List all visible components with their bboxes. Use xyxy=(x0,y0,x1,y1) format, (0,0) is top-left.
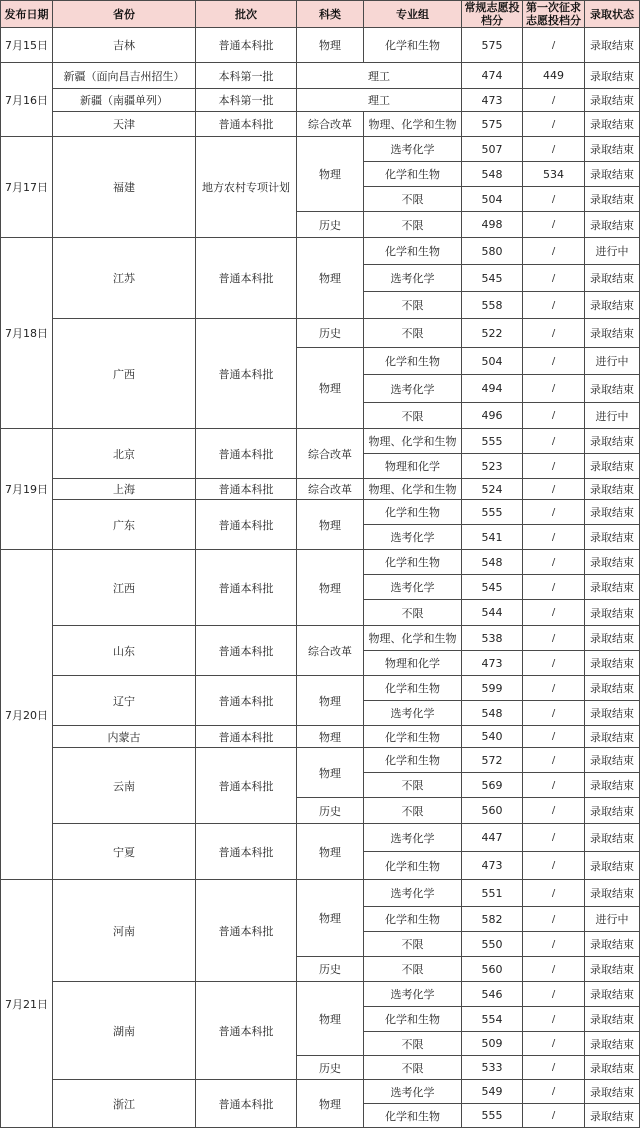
table-row xyxy=(1,982,640,1007)
status-cell: 录取结束 xyxy=(585,932,640,957)
regular-score-cell: 582 xyxy=(462,907,523,932)
regular-score-cell: 524 xyxy=(462,479,523,500)
regular-score-cell: 580 xyxy=(462,238,523,265)
regular-score-cell: 555 xyxy=(462,1104,523,1128)
first-solicit-score-cell: / xyxy=(523,292,585,319)
table-row xyxy=(1,748,640,773)
table-row xyxy=(1,500,640,525)
first-solicit-score-cell: / xyxy=(523,525,585,550)
status-cell: 录取结束 xyxy=(585,957,640,982)
major-group-cell: 选考化学 xyxy=(364,265,462,292)
release-date-cell: 7月18日 xyxy=(1,238,53,429)
major-group-cell: 不限 xyxy=(364,212,462,238)
regular-score-cell: 545 xyxy=(462,265,523,292)
status-cell: 录取结束 xyxy=(585,676,640,701)
major-group-cell: 选考化学 xyxy=(364,701,462,726)
batch-cell: 普通本科批 xyxy=(196,626,297,676)
first-solicit-score-cell: / xyxy=(523,676,585,701)
first-solicit-score-cell: / xyxy=(523,89,585,112)
release-date-cell: 7月17日 xyxy=(1,137,53,238)
major-group-cell: 化学和生物 xyxy=(364,550,462,575)
regular-score-cell: 548 xyxy=(462,162,523,187)
regular-score-cell: 550 xyxy=(462,932,523,957)
regular-score-cell: 569 xyxy=(462,773,523,798)
release-date-cell: 7月21日 xyxy=(1,880,53,1128)
category-cell: 综合改革 xyxy=(297,112,364,137)
status-cell: 录取结束 xyxy=(585,1104,640,1128)
province-cell: 山东 xyxy=(53,626,196,676)
major-group-cell: 化学和生物 xyxy=(364,907,462,932)
major-group-cell: 物理和化学 xyxy=(364,651,462,676)
regular-score-cell: 504 xyxy=(462,348,523,375)
table-row xyxy=(1,89,640,112)
first-solicit-score-cell: / xyxy=(523,600,585,626)
status-cell: 录取结束 xyxy=(585,626,640,651)
major-group-cell: 化学和生物 xyxy=(364,726,462,748)
status-cell: 录取结束 xyxy=(585,798,640,824)
category-cell: 历史 xyxy=(297,212,364,238)
header-category: 科类 xyxy=(297,1,364,28)
category-cell: 历史 xyxy=(297,1056,364,1080)
first-solicit-score-cell: / xyxy=(523,880,585,907)
table-row xyxy=(1,238,640,265)
category-cell: 物理 xyxy=(297,137,364,212)
major-group-cell: 选考化学 xyxy=(364,137,462,162)
table-row xyxy=(1,63,640,89)
major-group-cell: 物理、化学和生物 xyxy=(364,626,462,651)
batch-cell: 普通本科批 xyxy=(196,676,297,726)
regular-score-cell: 560 xyxy=(462,798,523,824)
major-group-cell: 选考化学 xyxy=(364,982,462,1007)
table-row xyxy=(1,824,640,852)
first-solicit-score-cell: / xyxy=(523,375,585,403)
major-group-cell: 化学和生物 xyxy=(364,348,462,375)
first-solicit-score-cell: / xyxy=(523,454,585,479)
first-solicit-score-cell: / xyxy=(523,212,585,238)
regular-score-cell: 549 xyxy=(462,1080,523,1104)
major-group-cell: 不限 xyxy=(364,773,462,798)
table-row xyxy=(1,28,640,63)
status-cell: 录取结束 xyxy=(585,500,640,525)
header-status: 录取状态 xyxy=(585,1,640,28)
batch-cell: 普通本科批 xyxy=(196,550,297,626)
first-solicit-score-cell: / xyxy=(523,982,585,1007)
category-cell: 物理 xyxy=(297,28,364,63)
first-solicit-score-cell: / xyxy=(523,907,585,932)
regular-score-cell: 575 xyxy=(462,112,523,137)
province-cell: 宁夏 xyxy=(53,824,196,880)
status-cell: 录取结束 xyxy=(585,319,640,348)
regular-score-cell: 447 xyxy=(462,824,523,852)
regular-score-cell: 494 xyxy=(462,375,523,403)
status-cell: 录取结束 xyxy=(585,429,640,454)
regular-score-cell: 533 xyxy=(462,1056,523,1080)
category-cell: 物理 xyxy=(297,982,364,1056)
category-cell: 物理 xyxy=(297,550,364,626)
regular-score-cell: 551 xyxy=(462,880,523,907)
header-first-solicit-score: 第一次征求志愿投档分 xyxy=(523,1,585,28)
status-cell: 录取结束 xyxy=(585,651,640,676)
table-row xyxy=(1,137,640,162)
batch-cell: 本科第一批 xyxy=(196,89,297,112)
regular-score-cell: 575 xyxy=(462,28,523,63)
status-cell: 录取结束 xyxy=(585,1032,640,1056)
status-cell: 进行中 xyxy=(585,403,640,429)
first-solicit-score-cell: / xyxy=(523,1007,585,1032)
batch-cell: 普通本科批 xyxy=(196,726,297,748)
category-cell: 综合改革 xyxy=(297,429,364,479)
category-cell: 物理 xyxy=(297,880,364,957)
batch-cell: 普通本科批 xyxy=(196,748,297,824)
category-cell: 综合改革 xyxy=(297,479,364,500)
first-solicit-score-cell: / xyxy=(523,479,585,500)
category-merged-cell: 理工 xyxy=(297,89,462,112)
status-cell: 录取结束 xyxy=(585,1080,640,1104)
category-cell: 历史 xyxy=(297,957,364,982)
province-cell: 福建 xyxy=(53,137,196,238)
major-group-cell: 化学和生物 xyxy=(364,28,462,63)
major-group-cell: 选考化学 xyxy=(364,375,462,403)
regular-score-cell: 522 xyxy=(462,319,523,348)
regular-score-cell: 544 xyxy=(462,600,523,626)
province-cell: 北京 xyxy=(53,429,196,479)
province-cell: 江苏 xyxy=(53,238,196,319)
major-group-cell: 不限 xyxy=(364,319,462,348)
first-solicit-score-cell: / xyxy=(523,187,585,212)
category-cell: 综合改革 xyxy=(297,626,364,676)
province-cell: 天津 xyxy=(53,112,196,137)
first-solicit-score-cell: / xyxy=(523,957,585,982)
batch-cell: 普通本科批 xyxy=(196,28,297,63)
status-cell: 录取结束 xyxy=(585,550,640,575)
status-cell: 录取结束 xyxy=(585,292,640,319)
first-solicit-score-cell: / xyxy=(523,429,585,454)
batch-cell: 普通本科批 xyxy=(196,479,297,500)
regular-score-cell: 507 xyxy=(462,137,523,162)
first-solicit-score-cell: / xyxy=(523,748,585,773)
status-cell: 进行中 xyxy=(585,907,640,932)
batch-cell: 普通本科批 xyxy=(196,112,297,137)
province-cell: 吉林 xyxy=(53,28,196,63)
category-cell: 物理 xyxy=(297,348,364,429)
regular-score-cell: 509 xyxy=(462,1032,523,1056)
first-solicit-score-cell: / xyxy=(523,319,585,348)
major-group-cell: 不限 xyxy=(364,292,462,319)
category-cell: 物理 xyxy=(297,500,364,550)
status-cell: 录取结束 xyxy=(585,982,640,1007)
regular-score-cell: 545 xyxy=(462,575,523,600)
batch-cell: 普通本科批 xyxy=(196,500,297,550)
major-group-cell: 不限 xyxy=(364,600,462,626)
table-row xyxy=(1,429,640,454)
province-cell: 广西 xyxy=(53,319,196,429)
province-cell: 新疆（南疆单列） xyxy=(53,89,196,112)
first-solicit-score-cell: / xyxy=(523,28,585,63)
status-cell: 录取结束 xyxy=(585,575,640,600)
status-cell: 录取结束 xyxy=(585,375,640,403)
first-solicit-score-cell: 449 xyxy=(523,63,585,89)
table-row xyxy=(1,1080,640,1104)
release-date-cell: 7月16日 xyxy=(1,63,53,137)
regular-score-cell: 473 xyxy=(462,651,523,676)
major-group-cell: 不限 xyxy=(364,932,462,957)
category-cell: 物理 xyxy=(297,238,364,319)
first-solicit-score-cell: / xyxy=(523,265,585,292)
major-group-cell: 化学和生物 xyxy=(364,238,462,265)
major-group-cell: 物理和化学 xyxy=(364,454,462,479)
status-cell: 录取结束 xyxy=(585,137,640,162)
first-solicit-score-cell: / xyxy=(523,726,585,748)
header-row xyxy=(1,1,640,28)
regular-score-cell: 548 xyxy=(462,701,523,726)
batch-cell: 普通本科批 xyxy=(196,880,297,982)
regular-score-cell: 599 xyxy=(462,676,523,701)
header-regular-score: 常规志愿投档分 xyxy=(462,1,523,28)
table-row xyxy=(1,550,640,575)
major-group-cell: 化学和生物 xyxy=(364,162,462,187)
first-solicit-score-cell: / xyxy=(523,137,585,162)
first-solicit-score-cell: / xyxy=(523,238,585,265)
regular-score-cell: 523 xyxy=(462,454,523,479)
status-cell: 录取结束 xyxy=(585,28,640,63)
header-major-group: 专业组 xyxy=(364,1,462,28)
major-group-cell: 化学和生物 xyxy=(364,500,462,525)
first-solicit-score-cell: / xyxy=(523,932,585,957)
status-cell: 录取结束 xyxy=(585,187,640,212)
major-group-cell: 选考化学 xyxy=(364,525,462,550)
regular-score-cell: 558 xyxy=(462,292,523,319)
table-row xyxy=(1,880,640,907)
major-group-cell: 化学和生物 xyxy=(364,676,462,701)
major-group-cell: 物理、化学和生物 xyxy=(364,112,462,137)
batch-cell: 普通本科批 xyxy=(196,1080,297,1128)
table-row xyxy=(1,112,640,137)
table-row xyxy=(1,479,640,500)
status-cell: 录取结束 xyxy=(585,212,640,238)
status-cell: 录取结束 xyxy=(585,265,640,292)
regular-score-cell: 554 xyxy=(462,1007,523,1032)
release-date-cell: 7月19日 xyxy=(1,429,53,550)
first-solicit-score-cell: / xyxy=(523,550,585,575)
status-cell: 录取结束 xyxy=(585,112,640,137)
regular-score-cell: 473 xyxy=(462,89,523,112)
major-group-cell: 选考化学 xyxy=(364,824,462,852)
first-solicit-score-cell: / xyxy=(523,1080,585,1104)
major-group-cell: 化学和生物 xyxy=(364,748,462,773)
batch-cell: 普通本科批 xyxy=(196,238,297,319)
major-group-cell: 选考化学 xyxy=(364,575,462,600)
major-group-cell: 化学和生物 xyxy=(364,1104,462,1128)
release-date-cell: 7月15日 xyxy=(1,28,53,63)
status-cell: 录取结束 xyxy=(585,89,640,112)
regular-score-cell: 541 xyxy=(462,525,523,550)
first-solicit-score-cell: / xyxy=(523,575,585,600)
status-cell: 录取结束 xyxy=(585,479,640,500)
category-cell: 物理 xyxy=(297,1080,364,1128)
first-solicit-score-cell: 534 xyxy=(523,162,585,187)
province-cell: 江西 xyxy=(53,550,196,626)
regular-score-cell: 473 xyxy=(462,852,523,880)
first-solicit-score-cell: / xyxy=(523,1056,585,1080)
major-group-cell: 选考化学 xyxy=(364,880,462,907)
province-cell: 广东 xyxy=(53,500,196,550)
regular-score-cell: 496 xyxy=(462,403,523,429)
status-cell: 进行中 xyxy=(585,348,640,375)
province-cell: 新疆（面向昌吉州招生） xyxy=(53,63,196,89)
table-row xyxy=(1,626,640,651)
major-group-cell: 物理、化学和生物 xyxy=(364,479,462,500)
category-cell: 物理 xyxy=(297,748,364,798)
first-solicit-score-cell: / xyxy=(523,112,585,137)
table-row xyxy=(1,676,640,701)
major-group-cell: 物理、化学和生物 xyxy=(364,429,462,454)
major-group-cell: 不限 xyxy=(364,403,462,429)
regular-score-cell: 504 xyxy=(462,187,523,212)
province-cell: 湖南 xyxy=(53,982,196,1080)
status-cell: 录取结束 xyxy=(585,880,640,907)
major-group-cell: 不限 xyxy=(364,187,462,212)
category-cell: 历史 xyxy=(297,319,364,348)
regular-score-cell: 560 xyxy=(462,957,523,982)
regular-score-cell: 548 xyxy=(462,550,523,575)
first-solicit-score-cell: / xyxy=(523,403,585,429)
province-cell: 河南 xyxy=(53,880,196,982)
release-date-cell: 7月20日 xyxy=(1,550,53,880)
first-solicit-score-cell: / xyxy=(523,1032,585,1056)
category-merged-cell: 理工 xyxy=(297,63,462,89)
first-solicit-score-cell: / xyxy=(523,348,585,375)
regular-score-cell: 540 xyxy=(462,726,523,748)
regular-score-cell: 474 xyxy=(462,63,523,89)
first-solicit-score-cell: / xyxy=(523,1104,585,1128)
batch-cell: 普通本科批 xyxy=(196,429,297,479)
regular-score-cell: 498 xyxy=(462,212,523,238)
status-cell: 录取结束 xyxy=(585,1007,640,1032)
status-cell: 录取结束 xyxy=(585,852,640,880)
status-cell: 录取结束 xyxy=(585,454,640,479)
status-cell: 录取结束 xyxy=(585,525,640,550)
category-cell: 物理 xyxy=(297,726,364,748)
category-cell: 物理 xyxy=(297,676,364,726)
batch-cell: 普通本科批 xyxy=(196,824,297,880)
regular-score-cell: 555 xyxy=(462,500,523,525)
regular-score-cell: 546 xyxy=(462,982,523,1007)
province-cell: 上海 xyxy=(53,479,196,500)
first-solicit-score-cell: / xyxy=(523,798,585,824)
regular-score-cell: 538 xyxy=(462,626,523,651)
header-batch: 批次 xyxy=(196,1,297,28)
status-cell: 录取结束 xyxy=(585,162,640,187)
province-cell: 辽宁 xyxy=(53,676,196,726)
first-solicit-score-cell: / xyxy=(523,773,585,798)
header-date: 发布日期 xyxy=(1,1,53,28)
status-cell: 进行中 xyxy=(585,238,640,265)
first-solicit-score-cell: / xyxy=(523,852,585,880)
batch-cell: 地方农村专项计划 xyxy=(196,137,297,238)
regular-score-cell: 555 xyxy=(462,429,523,454)
category-cell: 物理 xyxy=(297,824,364,880)
regular-score-cell: 572 xyxy=(462,748,523,773)
first-solicit-score-cell: / xyxy=(523,626,585,651)
category-cell: 历史 xyxy=(297,798,364,824)
batch-cell: 普通本科批 xyxy=(196,319,297,429)
status-cell: 录取结束 xyxy=(585,748,640,773)
header-province: 省份 xyxy=(53,1,196,28)
table-row xyxy=(1,726,640,748)
major-group-cell: 化学和生物 xyxy=(364,1007,462,1032)
province-cell: 云南 xyxy=(53,748,196,824)
status-cell: 录取结束 xyxy=(585,600,640,626)
major-group-cell: 不限 xyxy=(364,957,462,982)
major-group-cell: 选考化学 xyxy=(364,1080,462,1104)
batch-cell: 普通本科批 xyxy=(196,982,297,1080)
major-group-cell: 不限 xyxy=(364,1056,462,1080)
table-row xyxy=(1,319,640,348)
status-cell: 录取结束 xyxy=(585,701,640,726)
status-cell: 录取结束 xyxy=(585,63,640,89)
status-cell: 录取结束 xyxy=(585,824,640,852)
first-solicit-score-cell: / xyxy=(523,824,585,852)
province-cell: 浙江 xyxy=(53,1080,196,1128)
major-group-cell: 化学和生物 xyxy=(364,852,462,880)
status-cell: 录取结束 xyxy=(585,726,640,748)
first-solicit-score-cell: / xyxy=(523,651,585,676)
first-solicit-score-cell: / xyxy=(523,701,585,726)
status-cell: 录取结束 xyxy=(585,1056,640,1080)
first-solicit-score-cell: / xyxy=(523,500,585,525)
major-group-cell: 不限 xyxy=(364,1032,462,1056)
batch-cell: 本科第一批 xyxy=(196,63,297,89)
province-cell: 内蒙古 xyxy=(53,726,196,748)
status-cell: 录取结束 xyxy=(585,773,640,798)
major-group-cell: 不限 xyxy=(364,798,462,824)
